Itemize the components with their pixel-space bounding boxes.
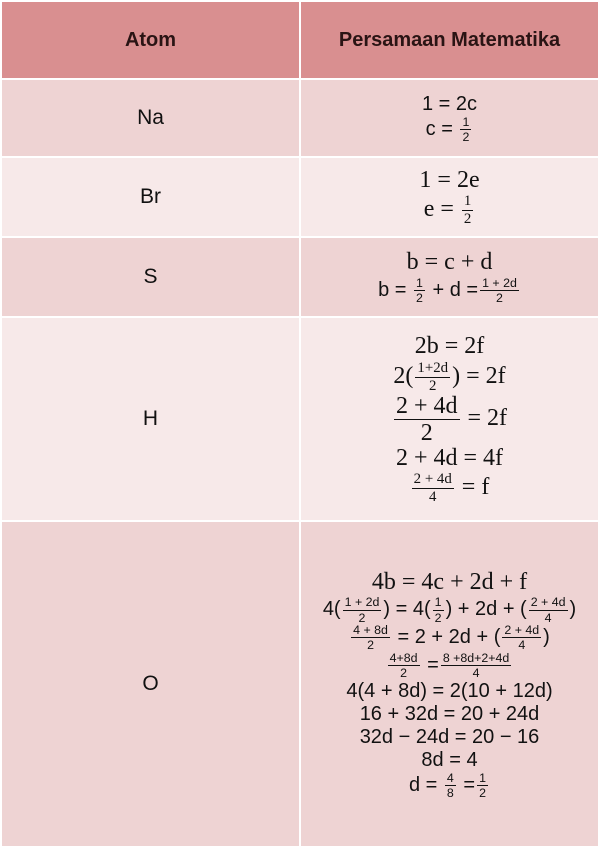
equation-text: 2( (393, 362, 414, 389)
fraction-numerator: 4 + 8d (353, 622, 388, 637)
atom-cell: O (1, 521, 300, 847)
fraction (414, 277, 425, 305)
equation-line (301, 472, 598, 505)
fraction (394, 394, 460, 445)
header-atom: Atom (1, 1, 300, 79)
equation-line (301, 703, 598, 726)
fraction-numerator: 4+8d (389, 650, 418, 665)
equation-text: = (457, 773, 476, 796)
fraction-denominator: 4 (518, 638, 526, 653)
equation-text: ) (543, 626, 550, 649)
table-row (1, 317, 599, 521)
fraction (441, 652, 512, 680)
equation-line (301, 361, 598, 394)
equation-line (301, 624, 598, 652)
equation-cell (300, 157, 599, 237)
fraction (477, 772, 488, 800)
equation-text: 2 + 4d = 4f (395, 444, 504, 471)
equation-text: 16 + 32d = 20 + 24d (359, 702, 540, 725)
equation-line (301, 249, 598, 277)
equation-cell (300, 237, 599, 317)
fraction-numerator: 1 (479, 770, 486, 785)
equation-line (301, 277, 598, 305)
equation-cell (300, 79, 599, 157)
equation-text: + d = (426, 279, 479, 302)
equation-text: ) = 2f (452, 362, 506, 389)
atom-cell: S (1, 237, 300, 317)
fraction (433, 596, 444, 624)
equation-text: 8d = 4 (421, 748, 478, 771)
fraction (412, 472, 454, 505)
table-row (1, 237, 599, 317)
fraction-numerator: 2 + 4d (504, 622, 540, 637)
fraction (445, 772, 456, 800)
fraction-denominator: 2 (416, 291, 423, 306)
equation-line (301, 116, 598, 144)
atom-cell: H (1, 317, 300, 521)
equation-cell (300, 521, 599, 847)
fraction-denominator: 2 (358, 610, 366, 625)
fraction-numerator: 1 (462, 114, 470, 129)
equation-text: 32d − 24d = 20 − 16 (359, 725, 540, 748)
fraction-denominator: 8 (446, 786, 454, 801)
atom-cell: Br (1, 157, 300, 237)
equation-line (301, 726, 598, 749)
fraction-denominator: 2 (463, 211, 472, 228)
equation-line (301, 194, 598, 227)
table-row (1, 521, 599, 847)
equation-text: 4b = 4c + 2d + f (371, 568, 528, 595)
fraction-numerator: 1 (416, 275, 423, 290)
fraction (462, 194, 473, 227)
fraction-numerator: 4 (446, 770, 454, 785)
equation-line (301, 772, 598, 800)
fraction (529, 596, 568, 624)
equation-line (301, 749, 598, 772)
equation-text: ) (569, 598, 577, 621)
table-row (1, 79, 599, 157)
equation-text: = 2 + 2d + ( (391, 626, 501, 649)
equation-text: = f (455, 473, 490, 500)
fraction-denominator: 2 (429, 377, 437, 394)
fraction-numerator: 1 + 2d (344, 595, 380, 610)
fraction-numerator: 1 (463, 193, 472, 210)
table-row (1, 157, 599, 237)
fraction-numerator: 8 +8d+2+4d (442, 650, 510, 665)
equation-line (301, 652, 598, 680)
fraction-denominator: 2 (496, 291, 503, 306)
equation-text: ) + 2d + ( (445, 598, 527, 621)
fraction (388, 652, 420, 680)
equation-line (301, 333, 598, 361)
fraction-denominator: 2 (479, 786, 486, 801)
fraction-denominator: 2 (420, 419, 433, 446)
fraction-denominator: 2 (400, 666, 408, 681)
fraction-numerator: 1+2d (417, 359, 449, 376)
equation-text: e = (423, 196, 460, 223)
fraction (502, 624, 541, 652)
atom-cell: Na (1, 79, 300, 157)
equation-text: b = (378, 279, 413, 302)
fraction-numerator: 2 + 4d (395, 392, 458, 419)
equation-text: 2b = 2f (414, 333, 485, 360)
fraction (480, 277, 519, 305)
equation-text: 4(4 + 8d) = 2(10 + 12d) (346, 679, 553, 702)
fraction (460, 116, 471, 144)
equation-line (301, 167, 598, 195)
header-row (1, 1, 599, 79)
header-equation: Persamaan Matematika (300, 1, 599, 79)
fraction-denominator: 2 (434, 610, 442, 625)
fraction-denominator: 2 (462, 130, 470, 144)
fraction-numerator: 1 (434, 595, 442, 610)
equation-line (301, 596, 598, 624)
fraction (415, 361, 450, 394)
fraction-denominator: 4 (472, 666, 480, 681)
equation-line (301, 445, 598, 473)
equation-text: c = (425, 117, 459, 140)
equation-text: = 2f (461, 404, 508, 431)
fraction (351, 624, 390, 652)
equation-text: 4( (322, 598, 341, 621)
fraction-denominator: 4 (429, 488, 437, 505)
fraction-numerator: 1 + 2d (482, 275, 517, 290)
fraction-denominator: 4 (544, 610, 552, 625)
fraction-numerator: 2 + 4d (530, 595, 566, 610)
equation-line (301, 569, 598, 597)
equation-text: 1 = 2c (421, 92, 478, 115)
equation-line (301, 394, 598, 445)
equation-line (301, 680, 598, 703)
equation-text: b = c + d (406, 249, 493, 276)
equation-cell (300, 317, 599, 521)
equation-text: 1 = 2e (419, 166, 480, 193)
equation-text: d = (409, 773, 443, 796)
equation-text: = (421, 653, 439, 676)
fraction (343, 596, 382, 624)
equation-line (301, 93, 598, 116)
fraction-denominator: 2 (367, 638, 374, 653)
equation-text: ) = 4( (383, 598, 431, 621)
fraction-numerator: 2 + 4d (413, 471, 452, 488)
